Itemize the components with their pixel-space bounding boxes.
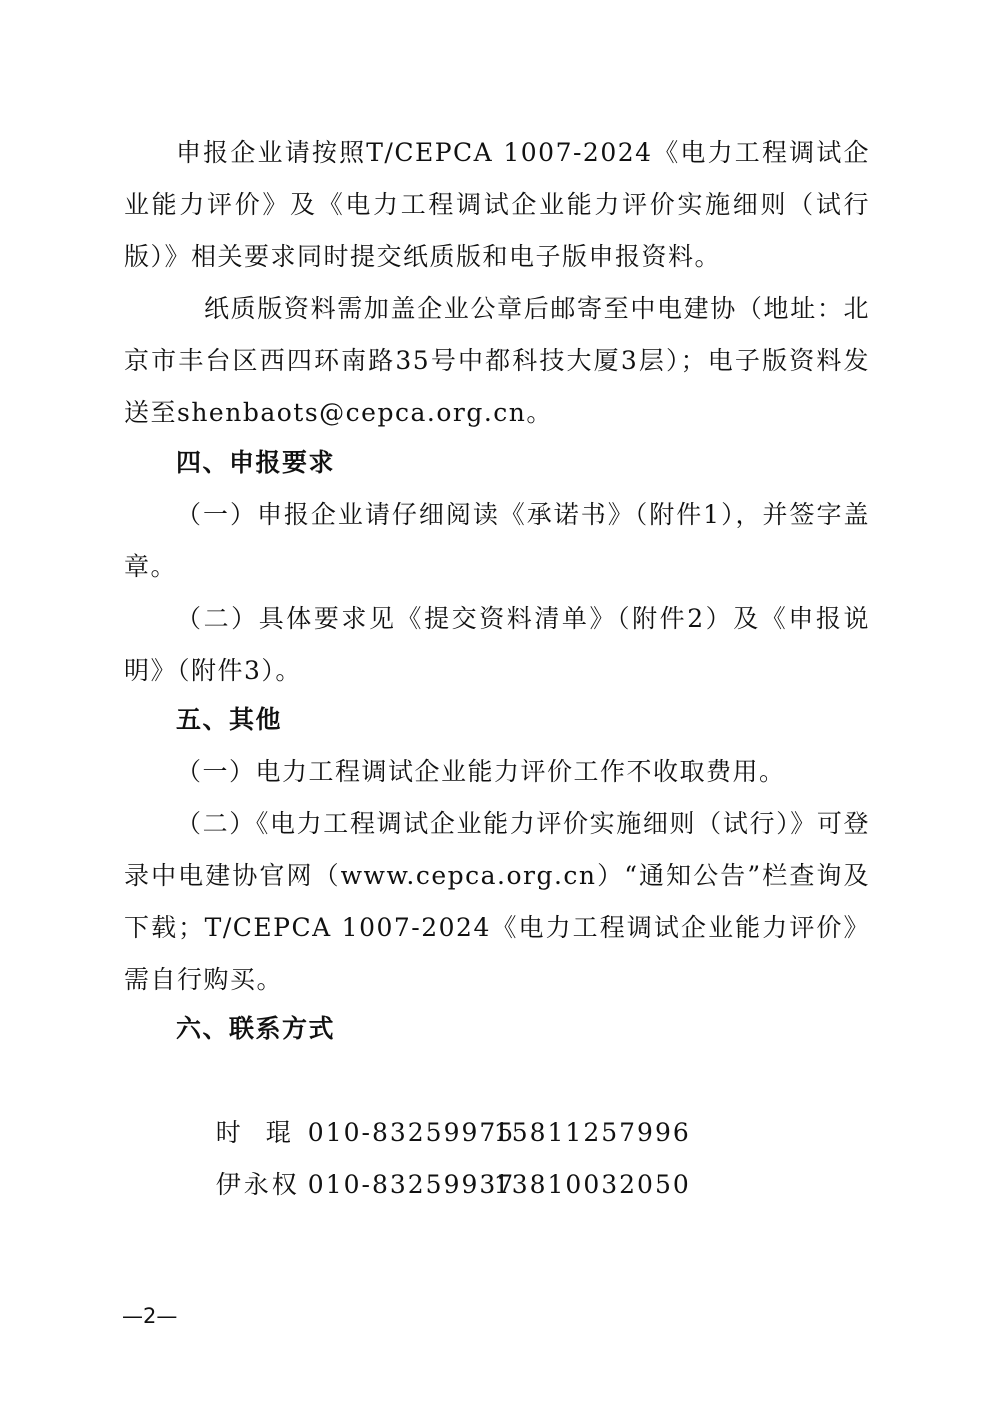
- contact-row: [176, 1107, 691, 1263]
- paragraph-submission-requirements: 申报企业请按照T/CEPCA 1007-2024《电力工程调试企业能力评价》及《电力工程调试企业能力评价实施细则（试行版）》相关要求同时提交纸质版和电子版申报资料。: [124, 138, 870, 271]
- contact-phone: 010-83259937: [307, 1170, 516, 1199]
- section-heading-other: 五、其他: [176, 705, 283, 734]
- paragraph-requirement-2: （二）具体要求见《提交资料清单》（附件2）及《申报说明》（附件3）。: [124, 604, 870, 685]
- contact-mobile: 15811257996: [493, 1118, 691, 1147]
- contact-name: 时 琨: [215, 1118, 294, 1147]
- contact-name: 伊永权: [215, 1170, 300, 1199]
- section-heading-application-requirements: 四、申报要求: [176, 448, 336, 477]
- paragraph-requirement-1: （一）申报企业请仔细阅读《承诺书》（附件1），并签字盖章。: [124, 500, 870, 581]
- page-number: —2—: [122, 1304, 178, 1328]
- paragraph-mailing-address: 纸质版资料需加盖企业公章后邮寄至中电建协（地址：北京市丰台区西四环南路35号中都科技大厦3层）；电子版资料发送至shenbaots@cepca.org.cn。: [124, 294, 870, 427]
- contact-phone: 010-83259975: [307, 1118, 516, 1147]
- paragraph-other-1: （一）电力工程调试企业能力评价工作不收取费用。: [176, 757, 786, 786]
- section-heading-contact: 六、联系方式: [176, 1014, 336, 1043]
- paragraph-other-2: （二）《电力工程调试企业能力评价实施细则（试行）》可登录中电建协官网（www.cepca.org.cn）“通知公告”栏查询及下载；T/CEPCA 1007-2024《电力工程调试企业能力评价》需自行购买。: [124, 809, 870, 994]
- contact-mobile: 13810032050: [493, 1170, 691, 1199]
